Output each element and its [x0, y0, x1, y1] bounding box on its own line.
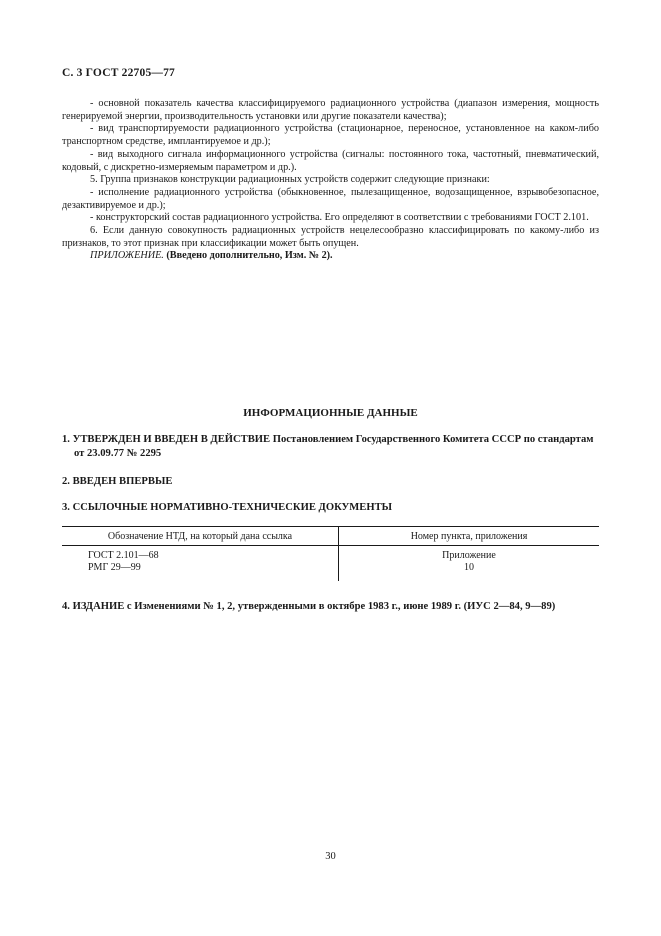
appendix-note	[62, 250, 599, 263]
section-text: 4. ИЗДАНИЕ с Изменениями № 1, 2, утвержденными в октябре 1983 г., июне 1989 г. (ИУС 2—84, 9—89)	[62, 601, 556, 612]
cell-line: РМГ 29—99	[88, 561, 141, 573]
page-header: С. 3 ГОСТ 22705—77	[62, 67, 175, 79]
cell-line: 10	[464, 561, 474, 573]
table-cell-designation	[62, 546, 339, 582]
info-section-approved	[62, 433, 602, 460]
cell-line: Приложение	[442, 550, 496, 561]
paragraph: - конструкторский состав радиационного устройства. Его определяют в соответствии с требованиями ГОСТ 2.101.	[90, 212, 589, 224]
paragraph: - вид выходного сигнала информационного устройства (сигналы: постоянного тока, частотный, пневматический, кодовый, с дискретно-измеряемым параметром и др.).	[62, 148, 599, 173]
section-text: 3. ССЫЛОЧНЫЕ НОРМАТИВНО-ТЕХНИЧЕСКИЕ ДОКУМЕНТЫ	[62, 502, 393, 513]
paragraph: 5. Группа признаков конструкции радиационных устройств содержит следующие признаки:	[90, 174, 490, 186]
references-table	[62, 526, 599, 581]
info-section-references	[62, 501, 602, 515]
appendix-text: (Введено дополнительно, Изм. № 2).	[166, 250, 333, 262]
table-header-row	[62, 527, 599, 546]
paragraph: - исполнение радиационного устройства (обыкновенное, пылезащищенное, водозащищенное, взрывобезопасное, дезактивируемое и др.);	[62, 186, 599, 211]
info-section-edition	[62, 600, 602, 614]
info-section-first-introduced	[62, 475, 602, 489]
paragraph: 6. Если данную совокупность радиационных устройств нецелесообразно классифицировать по какому-либо из признаков, то этот признак при классификации может быть опущен.	[62, 225, 599, 249]
table-row	[62, 546, 599, 582]
section-text: 2. ВВЕДЕН ВПЕРВЫЕ	[62, 476, 173, 487]
table-cell-item-number	[339, 546, 600, 582]
table-header-designation: Обозначение НТД, на который дана ссылка	[62, 527, 339, 546]
info-title: ИНФОРМАЦИОННЫЕ ДАННЫЕ	[243, 407, 418, 419]
cell-line: ГОСТ 2.101—68	[88, 550, 159, 561]
page-number: 30	[325, 851, 336, 862]
table-header-item-number: Номер пункта, приложения	[339, 527, 600, 546]
body-text	[62, 98, 599, 263]
paragraph: - основной показатель качества классифицируемого радиационного устройства (диапазон измерения, мощность генерируемой энергии, производительность установки или другие показатели качества);	[62, 98, 599, 122]
section-text: 1. УТВЕРЖДЕН И ВВЕДЕН В ДЕЙСТВИЕ Постановлением Государственного Комитета СССР по стандартам от 23.09.77 № 2295	[62, 434, 594, 459]
appendix-label: ПРИЛОЖЕНИЕ.	[90, 250, 164, 262]
paragraph: - вид транспортируемости радиационного устройства (стационарное, переносное, установленное на каком-либо транспортном средстве, имплантируемое и др.);	[62, 123, 599, 148]
